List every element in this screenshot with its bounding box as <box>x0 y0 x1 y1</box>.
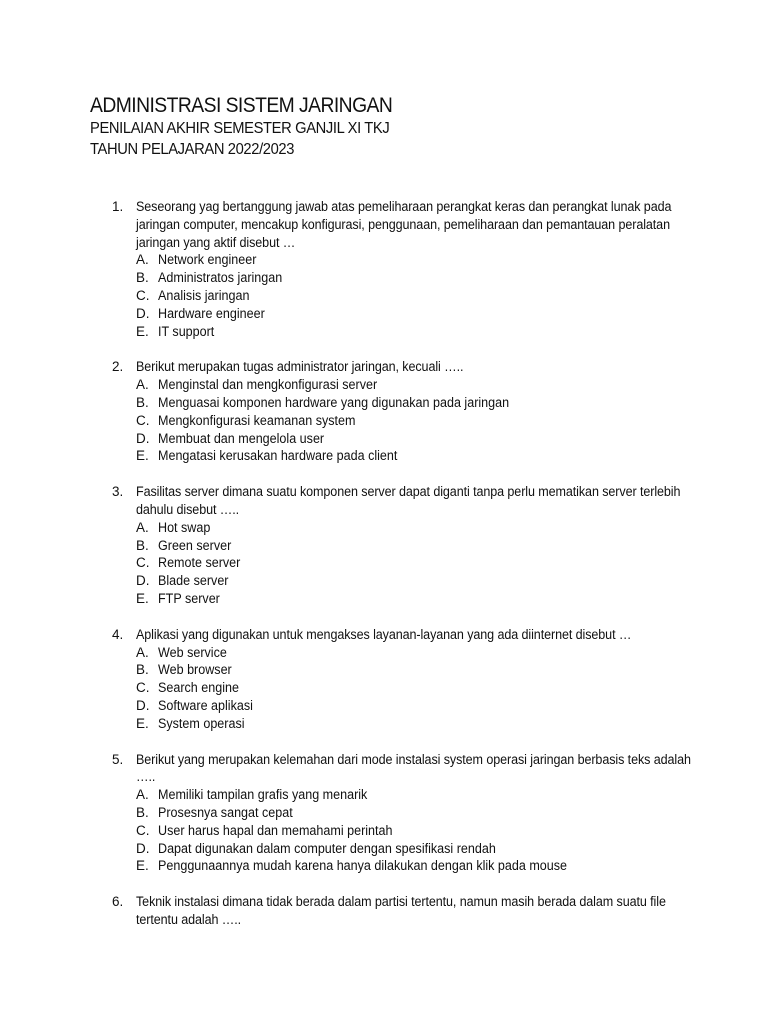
option-letter: B. <box>136 394 149 410</box>
option-letter: C. <box>136 680 150 696</box>
option-letter: A. <box>136 519 149 535</box>
question-text: Berikut yang merupakan kelemahan dari mode instalasi system operasi jaringan berbasis teks adalah ….. <box>136 751 691 785</box>
option-letter: A. <box>136 377 149 393</box>
question-body <box>136 483 682 608</box>
answer-options <box>136 251 682 340</box>
option-letter: E. <box>136 448 149 464</box>
option-text: Blade server <box>158 573 229 589</box>
question-body <box>136 198 682 340</box>
option-letter: D. <box>136 430 150 446</box>
option-letter: E. <box>136 715 149 731</box>
question-number: 4. <box>112 626 124 642</box>
option-text: Hardware engineer <box>158 305 265 321</box>
answer-option <box>136 590 682 608</box>
option-text: User harus hapal dan memahami perintah <box>158 822 393 838</box>
answer-option <box>136 323 682 341</box>
question-item <box>112 198 682 340</box>
option-text: System operasi <box>158 715 245 731</box>
option-letter: A. <box>136 787 149 803</box>
option-text: Web service <box>158 644 227 660</box>
answer-option <box>136 644 682 662</box>
option-letter: B. <box>136 270 149 286</box>
option-letter: A. <box>136 252 149 268</box>
question-list <box>112 198 691 947</box>
option-text: Web browser <box>158 662 232 678</box>
option-letter: C. <box>136 287 150 303</box>
option-text: Membuat dan mengelola user <box>158 430 325 446</box>
answer-option <box>136 269 682 287</box>
answer-option <box>136 715 682 733</box>
question-number: 3. <box>112 484 124 500</box>
answer-option <box>136 412 682 430</box>
option-letter: B. <box>136 804 149 820</box>
answer-options <box>136 644 682 733</box>
option-letter: D. <box>136 697 150 713</box>
option-text: Menginstal dan mengkonfigurasi server <box>158 377 378 393</box>
question-body <box>136 358 682 465</box>
option-text: Menguasai komponen hardware yang digunakan pada jaringan <box>158 394 510 410</box>
option-text: Dapat digunakan dalam computer dengan spesifikasi rendah <box>158 840 496 856</box>
option-text: Memiliki tampilan grafis yang menarik <box>158 787 368 803</box>
option-text: Prosesnya sangat cepat <box>158 804 293 820</box>
question-text: Seseorang yag bertanggung jawab atas pemeliharaan perangkat keras dan perangkat lunak pada jaringan computer, mencakup konfigurasi, penggunaan, pemeliharaan dan pemantauan peralatan jaringan yang aktif disebut … <box>136 199 672 250</box>
answer-option <box>136 661 682 679</box>
option-text: Mengatasi kerusakan hardware pada client <box>158 448 398 464</box>
answer-option <box>136 251 682 269</box>
question-number: 2. <box>112 359 124 375</box>
option-letter: A. <box>136 644 149 660</box>
option-letter: E. <box>136 590 149 606</box>
option-letter: E. <box>136 323 149 339</box>
answer-option <box>136 554 682 572</box>
document-header <box>90 94 710 160</box>
option-letter: B. <box>136 662 149 678</box>
question-body <box>136 893 682 929</box>
option-letter: D. <box>136 573 150 589</box>
answer-option <box>136 305 682 323</box>
answer-option <box>136 519 682 537</box>
answer-option <box>136 537 682 555</box>
answer-option <box>136 572 682 590</box>
option-letter: B. <box>136 537 149 553</box>
answer-option <box>136 840 682 858</box>
option-text: Search engine <box>158 680 239 696</box>
answer-option <box>136 822 682 840</box>
question-text: Berikut merupakan tugas administrator jaringan, kecuali ….. <box>136 359 464 375</box>
answer-option <box>136 857 682 875</box>
option-text: Software aplikasi <box>158 697 253 713</box>
question-text: Aplikasi yang digunakan untuk mengakses layanan-layanan yang ada diinternet disebut … <box>136 626 632 642</box>
question-text: Fasilitas server dimana suatu komponen server dapat diganti tanpa perlu mematikan server terlebih dahulu disebut ….. <box>136 484 681 517</box>
answer-option <box>136 287 682 305</box>
option-text: Hot swap <box>158 519 211 535</box>
answer-option <box>136 804 682 822</box>
option-text: Penggunaannya mudah karena hanya dilakukan dengan klik pada mouse <box>158 858 568 874</box>
question-item <box>112 893 682 929</box>
question-number: 5. <box>112 751 124 767</box>
question-item <box>112 751 691 876</box>
option-text: Remote server <box>158 555 241 571</box>
answer-option <box>136 447 682 465</box>
question-body <box>136 751 691 876</box>
option-text: Mengkonfigurasi keamanan system <box>158 412 356 428</box>
answer-options <box>136 376 682 465</box>
answer-option <box>136 697 682 715</box>
answer-option <box>136 786 682 804</box>
document-subtitle: PENILAIAN AKHIR SEMESTER GANJIL XI TKJ <box>90 120 390 137</box>
question-number: 1. <box>112 199 124 214</box>
option-text: Administratos jaringan <box>158 270 283 286</box>
option-letter: E. <box>136 858 149 874</box>
question-text: Teknik instalasi dimana tidak berada dalam partisi tertentu, namun masih berada dalam suatu file tertentu adalah ….. <box>136 894 666 927</box>
academic-year: TAHUN PELAJARAN 2022/2023 <box>90 141 295 158</box>
option-text: Green server <box>158 537 232 553</box>
option-letter: C. <box>136 555 150 571</box>
option-text: Analisis jaringan <box>158 287 250 303</box>
option-text: FTP server <box>158 590 220 606</box>
answer-option <box>136 376 682 394</box>
answer-option <box>136 394 682 412</box>
document-title: ADMINISTRASI SISTEM JARINGAN <box>90 94 393 117</box>
answer-options <box>136 519 682 608</box>
option-text: IT support <box>158 323 215 339</box>
question-item <box>112 626 682 733</box>
answer-options <box>136 786 682 875</box>
question-item <box>112 358 682 465</box>
answer-option <box>136 430 682 448</box>
answer-option <box>136 679 682 697</box>
option-text: Network engineer <box>158 252 257 268</box>
question-body <box>136 626 682 733</box>
option-letter: D. <box>136 840 150 856</box>
option-letter: C. <box>136 412 150 428</box>
question-item <box>112 483 682 608</box>
option-letter: D. <box>136 305 150 321</box>
option-letter: C. <box>136 822 150 838</box>
question-number: 6. <box>112 894 124 910</box>
